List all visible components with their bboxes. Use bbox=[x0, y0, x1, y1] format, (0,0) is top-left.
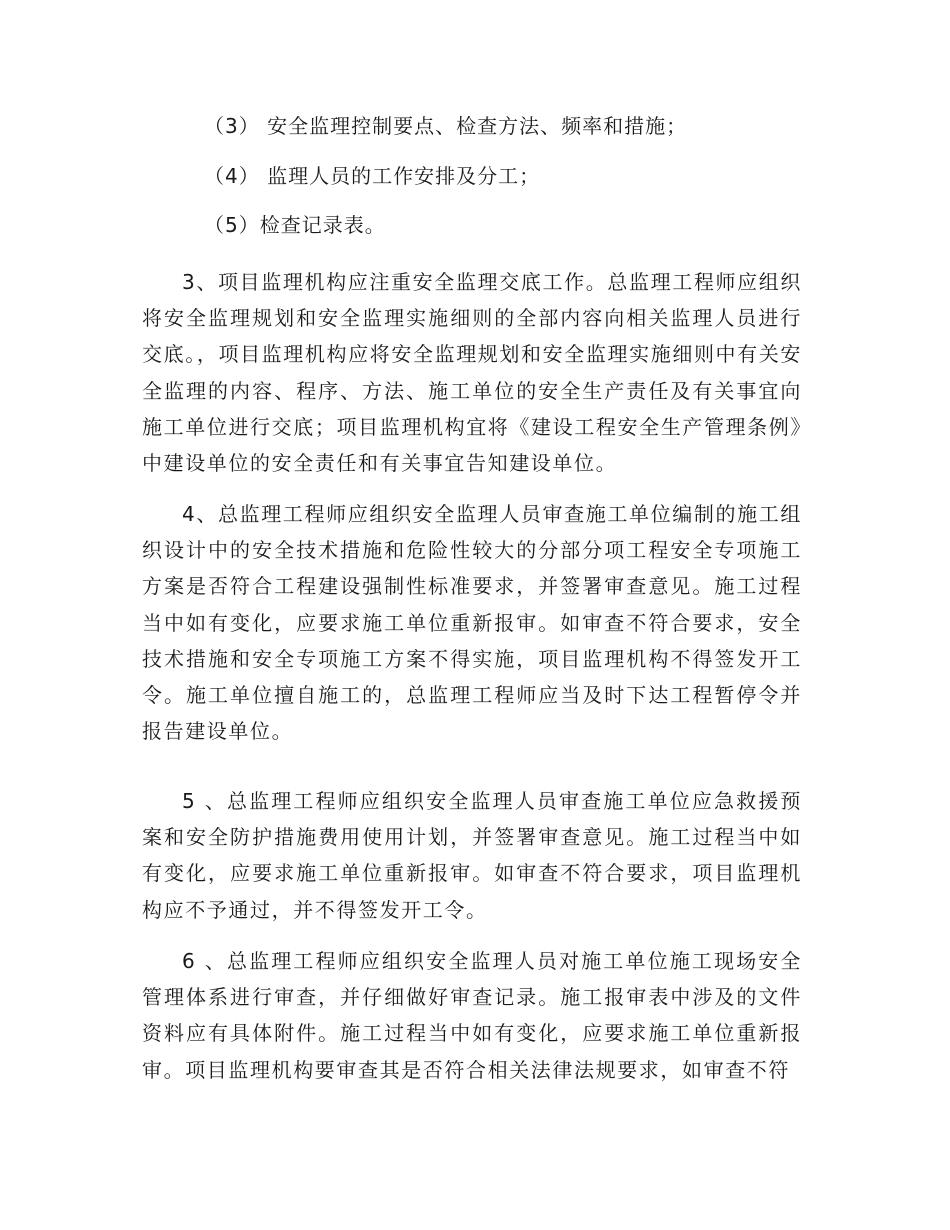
paragraph-3: 3、项目监理机构应注重安全监理交底工作。总监理工程师应组织将安全监理规划和安全监理实施细则的全部内容向相关监理人员进行交底。，项目监理机构应将安全监理规划和安全监理实施细则中有关安全监理的内容、程序、方法、施工单位的安全生产责任及有关事宜向施工单位进行交底；项目监理机构宜将《建设工程安全生产管理条例》中建设单位的安全责任和有关事宜告知建设单位。 bbox=[142, 270, 802, 476]
list-item-5: （5）检查记录表。 bbox=[204, 213, 386, 237]
list-item-3: （3） 安全监理控制要点、检查方法、频率和措施； bbox=[204, 114, 688, 138]
paragraph-6: 6 、总监理工程师应组织安全监理人员对施工单位施工现场安全管理体系进行审查，并仔细做好审查记录。施工报审表中涉及的文件资料应有具体附件。施工过程当中如有变化，应要求施工单位重新报审。项目监理机构要审查其是否符合相关法律法规要求，如审查不符 bbox=[142, 949, 802, 1082]
list-item-4: （4） 监理人员的工作安排及分工； bbox=[204, 164, 541, 188]
paragraph-5: 5 、总监理工程师应组织安全监理人员审查施工单位应急救援预案和安全防护措施费用使用计划，并签署审查意见。施工过程当中如有变化，应要求施工单位重新报审。如审查不符合要求，项目监理机构应不予通过，并不得签发开工令。 bbox=[142, 789, 802, 922]
paragraph-4: 4、总监理工程师应组织安全监理人员审查施工单位编制的施工组织设计中的安全技术措施和危险性较大的分部分项工程安全专项施工方案是否符合工程建设强制性标准要求，并签署审查意见。施工过程当中如有变化，应要求施工单位重新报审。如审查不符合要求，安全技术措施和安全专项施工方案不得实施，项目监理机构不得签发开工令。施工单位擅自施工的，总监理工程师应当及时下达工程暂停令并报告建设单位。 bbox=[142, 502, 802, 744]
